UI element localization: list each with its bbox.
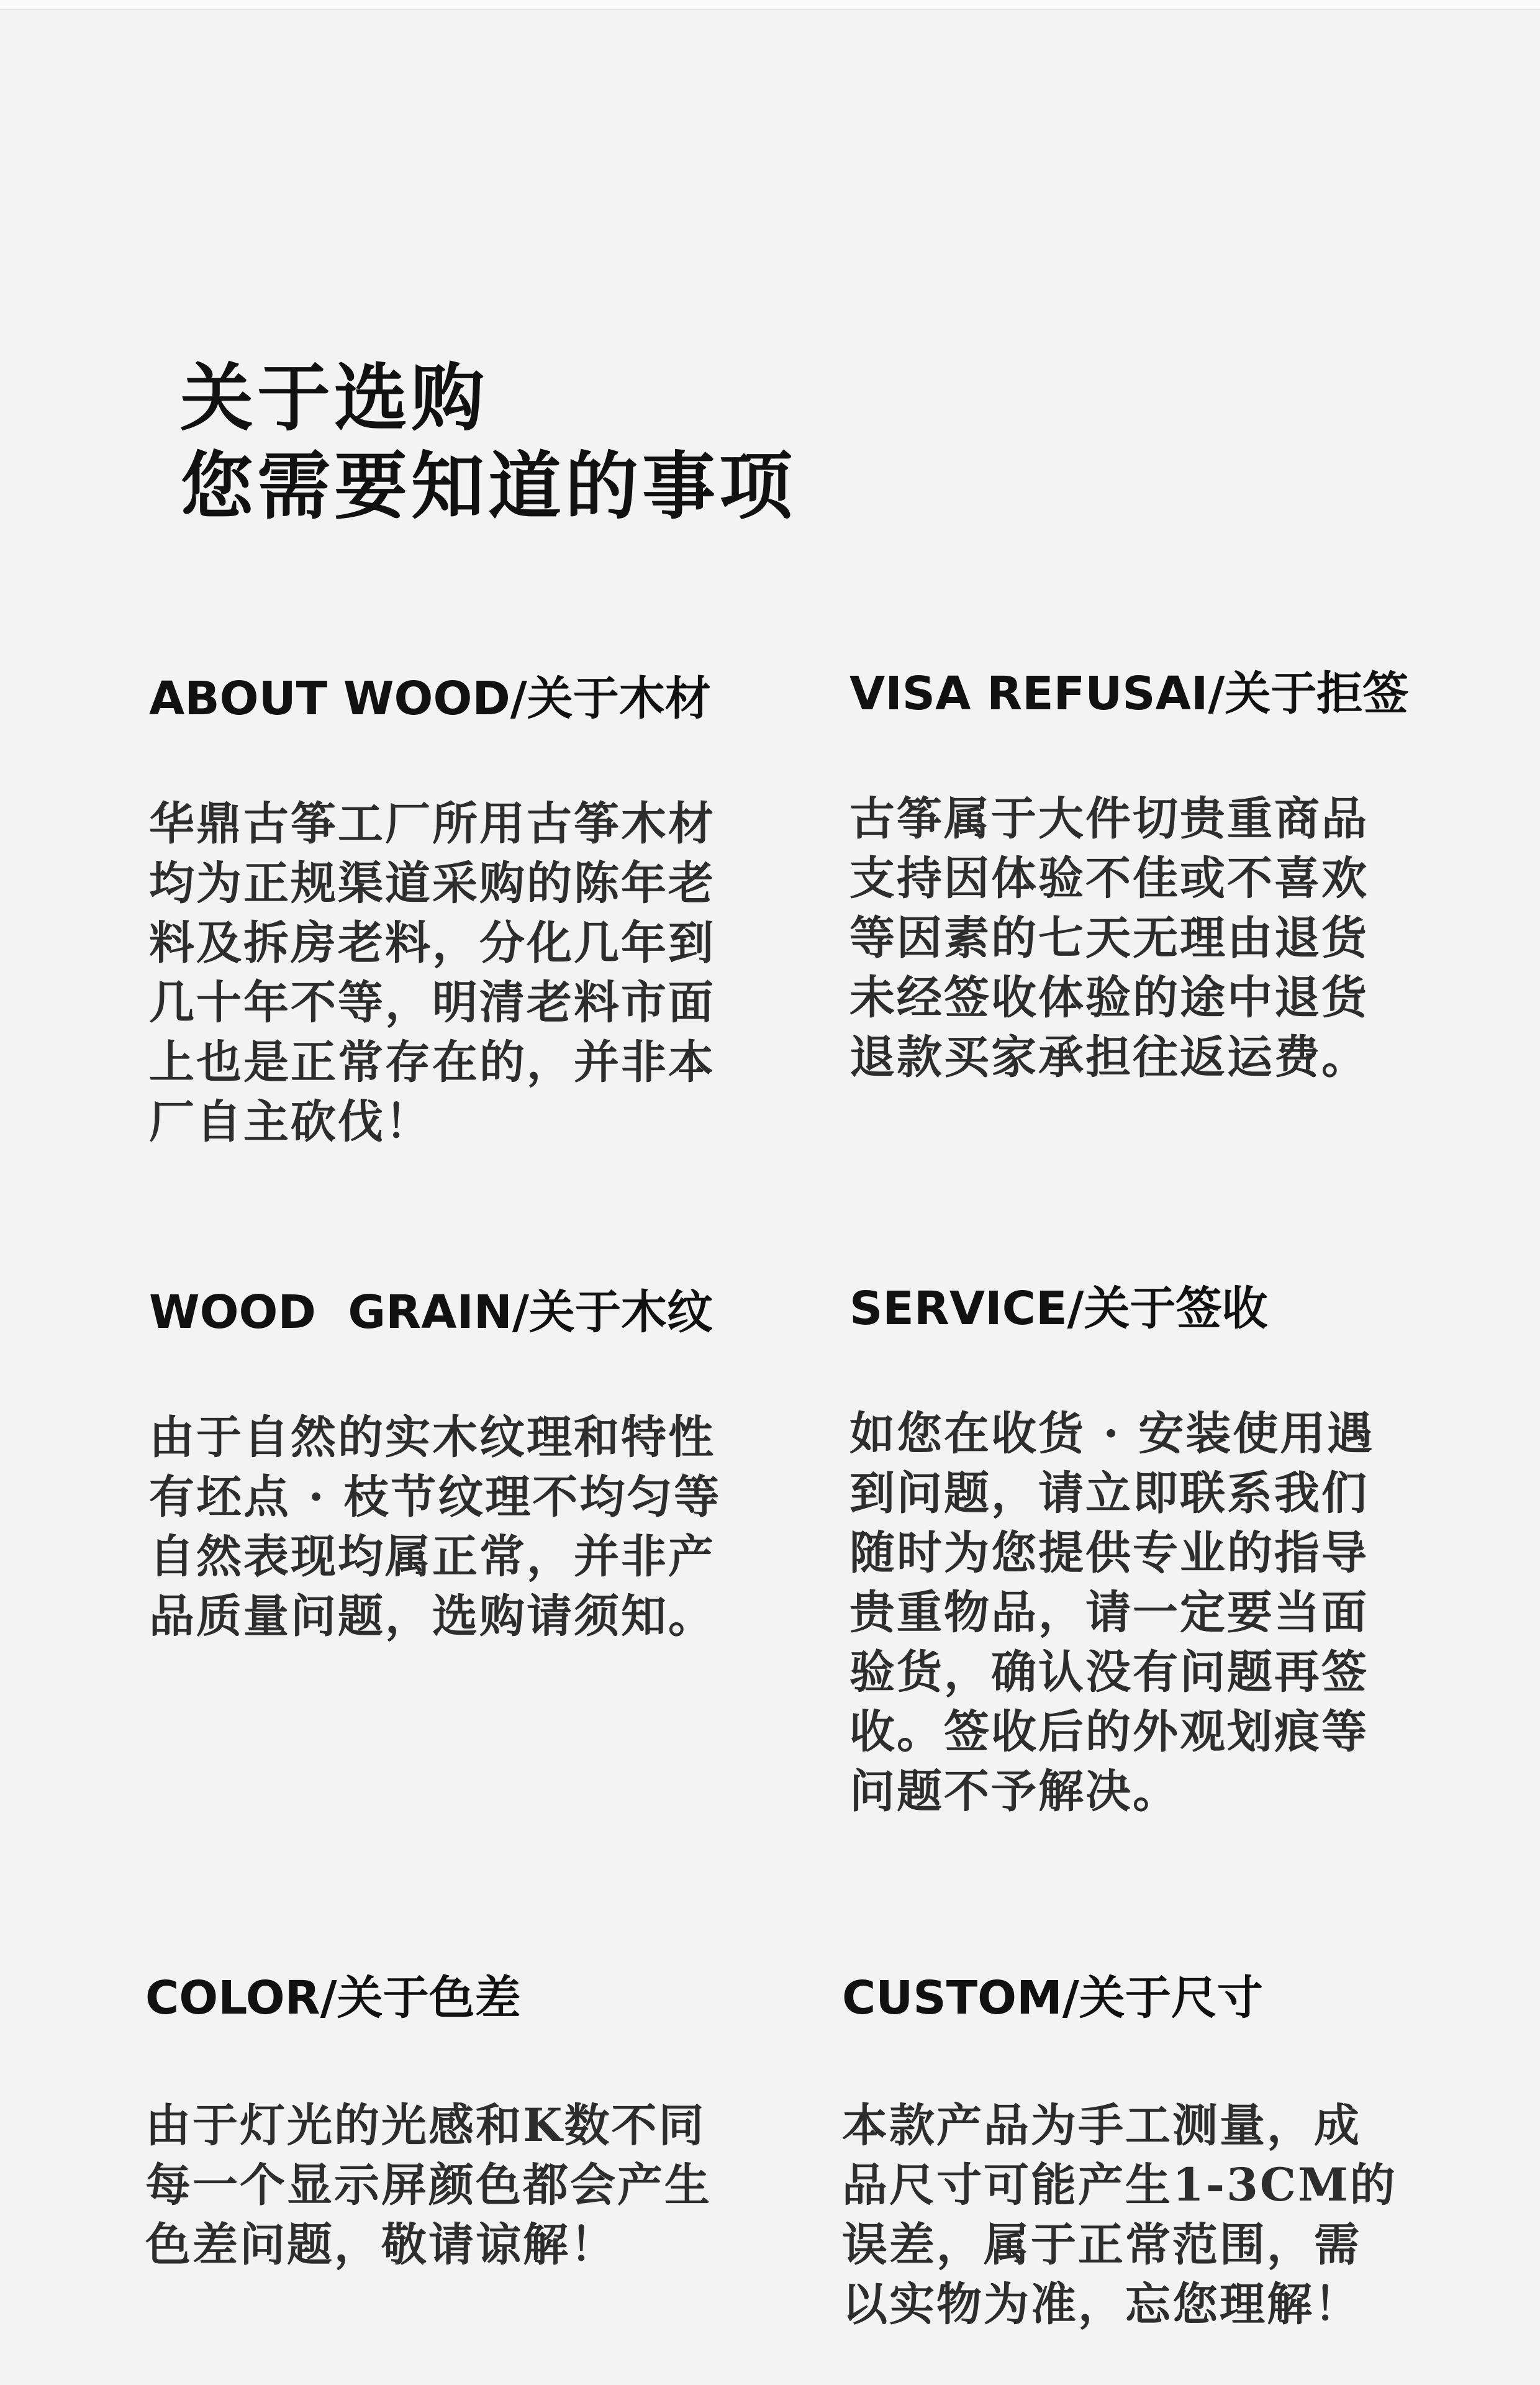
body-line: 验货，确认没有问题再签 — [849, 1645, 1369, 1699]
section-body — [145, 2096, 741, 2274]
body-line: 色差问题，敬请谅解！ — [145, 2218, 617, 2271]
body-line: 收。签收后的外观划痕等 — [849, 1705, 1369, 1758]
body-line: 厂自主砍伐！ — [149, 1095, 432, 1148]
section-body — [842, 2096, 1438, 2334]
section-body — [149, 1407, 745, 1646]
section-visa-refusal — [849, 666, 1446, 1087]
body-line: 自然表现均属正常，并非产 — [149, 1530, 715, 1583]
body-line: 随时为您提供专业的指导 — [849, 1526, 1369, 1579]
section-title: ABOUT WOOD/关于木材 — [149, 672, 711, 725]
section-color — [145, 1970, 741, 2274]
section-title: CUSTOM/关于尺寸 — [842, 1971, 1263, 2025]
body-line: 支持因体验不佳或不喜欢 — [849, 852, 1369, 905]
body-line: 上也是正常存在的，并非本 — [149, 1035, 715, 1089]
body-line: 每一个显示屏颜色都会产生 — [145, 2158, 712, 2212]
section-title: COLOR/关于色差 — [145, 1971, 521, 2025]
body-line: 到问题，请立即联系我们 — [849, 1466, 1369, 1520]
body-line: 由于灯光的光感和K数不同 — [145, 2099, 706, 2152]
body-line: 未经签收体验的途中退货 — [849, 971, 1369, 1024]
body-line: 如您在收货 · 安装使用遇 — [849, 1407, 1375, 1460]
body-line: 问题不予解决。 — [849, 1765, 1180, 1818]
section-title: WOOD GRAIN/关于木纹 — [149, 1286, 713, 1339]
body-line: 误差，属于正常范围，需 — [842, 2218, 1361, 2271]
section-title: VISA REFUSAI/关于拒签 — [849, 667, 1409, 720]
heading-line-1: 关于选购 — [180, 355, 489, 441]
section-body — [149, 794, 745, 1152]
body-line: 本款产品为手工测量，成 — [842, 2099, 1361, 2152]
body-line: 几十年不等，明清老料市面 — [149, 976, 715, 1029]
section-service — [849, 1281, 1446, 1821]
body-line: 华鼎古筝工厂所用古筝木材 — [149, 797, 715, 850]
body-line: 古筝属于大件切贵重商品 — [849, 792, 1369, 845]
body-line: 品质量问题，选购请须知。 — [149, 1589, 715, 1643]
section-body — [849, 1404, 1446, 1821]
section-body — [849, 789, 1446, 1087]
body-line: 有坯点 · 枝节纹理不均匀等 — [149, 1470, 722, 1524]
body-line: 由于自然的实木纹理和特性 — [149, 1411, 715, 1464]
section-wood-grain — [149, 1284, 745, 1646]
section-title: SERVICE/关于签收 — [849, 1282, 1268, 1335]
section-custom-size — [842, 1970, 1438, 2334]
body-line: 贵重物品，请一定要当面 — [849, 1586, 1369, 1639]
body-line: 退款买家承担往返运费。 — [849, 1030, 1369, 1084]
page-heading — [180, 354, 1112, 530]
heading-line-2: 您需要知道的事项 — [180, 443, 797, 529]
top-divider — [0, 0, 1540, 10]
body-line: 料及拆房老料，分化几年到 — [149, 916, 715, 970]
body-line: 以实物为准，忘您理解！ — [842, 2278, 1361, 2331]
section-about-wood — [149, 671, 745, 1152]
body-line: 均为正规渠道采购的陈年老 — [149, 856, 715, 910]
body-line: 品尺寸可能产生1-3CM的 — [842, 2158, 1397, 2212]
body-line: 等因素的七天无理由退货 — [849, 911, 1369, 965]
